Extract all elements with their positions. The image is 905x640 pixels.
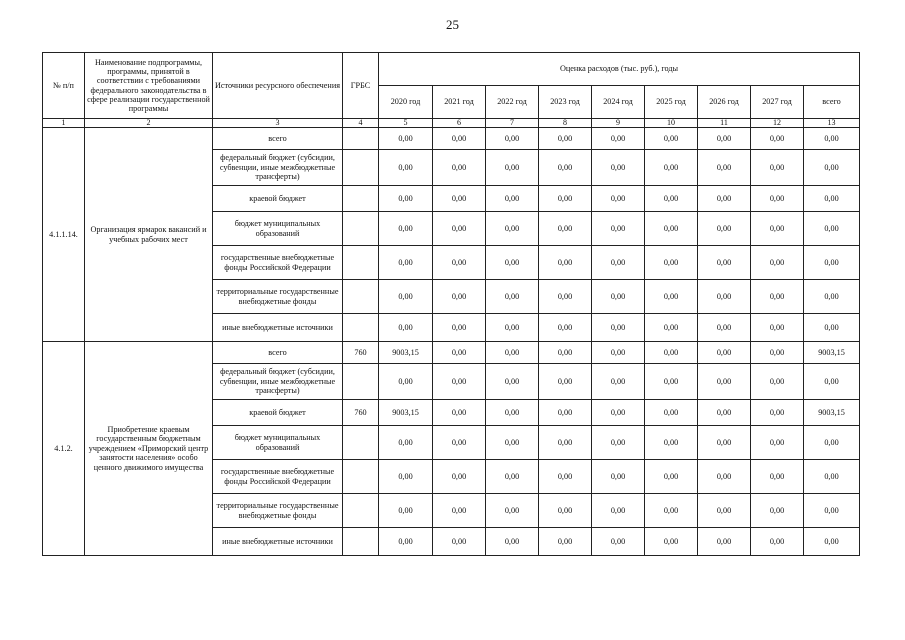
column-number: 1 — [43, 119, 85, 128]
year-value: 0,00 — [433, 128, 486, 150]
grbs-code: 760 — [343, 342, 379, 364]
year-value: 9003,15 — [379, 342, 433, 364]
budget-table — [42, 52, 860, 556]
page-number: 25 — [446, 17, 459, 32]
year-value: 0,00 — [433, 186, 486, 212]
year-value: 0,00 — [486, 128, 539, 150]
funding-source: краевой бюджет — [213, 400, 343, 426]
year-value: 0,00 — [433, 460, 486, 494]
year-value: 0,00 — [751, 400, 804, 426]
year-value: 0,00 — [379, 280, 433, 314]
year-value: 0,00 — [592, 400, 645, 426]
column-number: 2 — [85, 119, 213, 128]
column-number: 6 — [433, 119, 486, 128]
year-value: 0,00 — [751, 186, 804, 212]
year-value: 0,00 — [486, 528, 539, 556]
year-value: 0,00 — [592, 186, 645, 212]
grbs-code — [343, 460, 379, 494]
year-value: 0,00 — [486, 280, 539, 314]
header-year: 2025 год — [645, 86, 698, 119]
year-value: 0,00 — [698, 150, 751, 186]
total-value: 0,00 — [804, 494, 860, 528]
year-value: 0,00 — [645, 246, 698, 280]
section-name: Организация ярмарок вакансий и учебных рабочих мест — [85, 128, 213, 342]
section-name: Приобретение краевым государственным бюджетным учреждением «Приморский центр занятости населения» особо ценного движимого имущества — [85, 342, 213, 556]
funding-source: бюджет муниципальных образований — [213, 212, 343, 246]
table-row — [43, 342, 860, 364]
year-value: 0,00 — [698, 186, 751, 212]
year-value: 0,00 — [433, 426, 486, 460]
total-value: 0,00 — [804, 280, 860, 314]
year-value: 0,00 — [433, 314, 486, 342]
year-value: 0,00 — [486, 426, 539, 460]
funding-source: государственные внебюджетные фонды Российской Федерации — [213, 246, 343, 280]
year-value: 0,00 — [379, 314, 433, 342]
year-value: 0,00 — [433, 280, 486, 314]
header-grbs: ГРБС — [343, 53, 379, 119]
year-value: 0,00 — [645, 400, 698, 426]
column-number: 7 — [486, 119, 539, 128]
year-value: 0,00 — [751, 128, 804, 150]
year-value: 0,00 — [539, 314, 592, 342]
year-value: 0,00 — [539, 400, 592, 426]
column-number: 11 — [698, 119, 751, 128]
funding-source: краевой бюджет — [213, 186, 343, 212]
year-value: 0,00 — [592, 280, 645, 314]
year-value: 0,00 — [539, 364, 592, 400]
year-value: 0,00 — [433, 364, 486, 400]
total-value: 0,00 — [804, 128, 860, 150]
year-value: 0,00 — [486, 246, 539, 280]
year-value: 0,00 — [433, 150, 486, 186]
total-value: 9003,15 — [804, 400, 860, 426]
year-value: 0,00 — [592, 314, 645, 342]
year-value: 0,00 — [592, 128, 645, 150]
funding-source: всего — [213, 128, 343, 150]
year-value: 0,00 — [539, 528, 592, 556]
year-value: 0,00 — [645, 342, 698, 364]
funding-source: территориальные государственные внебюджетные фонды — [213, 494, 343, 528]
total-value: 0,00 — [804, 150, 860, 186]
year-value: 0,00 — [539, 212, 592, 246]
year-value: 0,00 — [486, 212, 539, 246]
year-value: 0,00 — [592, 342, 645, 364]
funding-source: федеральный бюджет (субсидии, субвенции, иные межбюджетные трансферты) — [213, 364, 343, 400]
header-year: 2026 год — [698, 86, 751, 119]
year-value: 0,00 — [379, 364, 433, 400]
total-value: 0,00 — [804, 246, 860, 280]
column-number: 10 — [645, 119, 698, 128]
grbs-code — [343, 364, 379, 400]
year-value: 0,00 — [539, 280, 592, 314]
year-value: 0,00 — [486, 314, 539, 342]
total-value: 0,00 — [804, 426, 860, 460]
year-value: 0,00 — [751, 460, 804, 494]
year-value: 0,00 — [379, 528, 433, 556]
year-value: 0,00 — [751, 342, 804, 364]
header-estimate: Оценка расходов (тыс. руб.), годы — [379, 53, 860, 86]
year-value: 0,00 — [592, 528, 645, 556]
year-value: 0,00 — [751, 212, 804, 246]
year-value: 0,00 — [698, 528, 751, 556]
year-value: 0,00 — [539, 342, 592, 364]
header-year: 2027 год — [751, 86, 804, 119]
year-value: 0,00 — [698, 460, 751, 494]
funding-source: всего — [213, 342, 343, 364]
year-value: 0,00 — [433, 246, 486, 280]
section-number: 4.1.1.14. — [43, 128, 85, 342]
year-value: 0,00 — [379, 186, 433, 212]
year-value: 0,00 — [751, 150, 804, 186]
year-value: 0,00 — [751, 426, 804, 460]
year-value: 0,00 — [645, 212, 698, 246]
year-value: 0,00 — [751, 280, 804, 314]
year-value: 0,00 — [379, 494, 433, 528]
header-year: 2022 год — [486, 86, 539, 119]
year-value: 0,00 — [379, 426, 433, 460]
year-value: 0,00 — [433, 212, 486, 246]
year-value: 0,00 — [698, 400, 751, 426]
year-value: 0,00 — [645, 460, 698, 494]
year-value: 0,00 — [486, 186, 539, 212]
funding-source: бюджет муниципальных образований — [213, 426, 343, 460]
year-value: 0,00 — [698, 494, 751, 528]
year-value: 0,00 — [592, 150, 645, 186]
year-value: 0,00 — [592, 246, 645, 280]
header-sources: Источники ресурсного обеспечения — [213, 53, 343, 119]
column-number: 8 — [539, 119, 592, 128]
year-value: 0,00 — [539, 460, 592, 494]
year-value: 0,00 — [433, 528, 486, 556]
year-value: 0,00 — [592, 364, 645, 400]
grbs-code — [343, 314, 379, 342]
year-value: 0,00 — [539, 150, 592, 186]
year-value: 0,00 — [751, 314, 804, 342]
year-value: 0,00 — [698, 280, 751, 314]
header-year: всего — [804, 86, 860, 119]
year-value: 0,00 — [751, 528, 804, 556]
year-value: 0,00 — [433, 342, 486, 364]
total-value: 0,00 — [804, 212, 860, 246]
total-value: 0,00 — [804, 528, 860, 556]
year-value: 0,00 — [698, 364, 751, 400]
column-number: 5 — [379, 119, 433, 128]
year-value: 0,00 — [645, 528, 698, 556]
year-value: 0,00 — [539, 494, 592, 528]
year-value: 0,00 — [539, 128, 592, 150]
funding-source: иные внебюджетные источники — [213, 528, 343, 556]
year-value: 0,00 — [486, 460, 539, 494]
year-value: 0,00 — [379, 246, 433, 280]
year-value: 0,00 — [486, 364, 539, 400]
funding-source: государственные внебюджетные фонды Российской Федерации — [213, 460, 343, 494]
grbs-code — [343, 528, 379, 556]
header-year: 2021 год — [433, 86, 486, 119]
grbs-code: 760 — [343, 400, 379, 426]
total-value: 9003,15 — [804, 342, 860, 364]
year-value: 0,00 — [751, 494, 804, 528]
section-number: 4.1.2. — [43, 342, 85, 556]
year-value: 0,00 — [645, 364, 698, 400]
year-value: 0,00 — [379, 460, 433, 494]
header-year: 2023 год — [539, 86, 592, 119]
year-value: 0,00 — [379, 150, 433, 186]
header-year: 2024 год — [592, 86, 645, 119]
year-value: 0,00 — [433, 400, 486, 426]
total-value: 0,00 — [804, 186, 860, 212]
year-value: 0,00 — [698, 314, 751, 342]
column-number: 13 — [804, 119, 860, 128]
year-value: 0,00 — [592, 212, 645, 246]
year-value: 0,00 — [751, 246, 804, 280]
year-value: 0,00 — [486, 494, 539, 528]
funding-source: территориальные государственные внебюджетные фонды — [213, 280, 343, 314]
total-value: 0,00 — [804, 314, 860, 342]
header-num: № п/п — [43, 53, 85, 119]
year-value: 0,00 — [486, 150, 539, 186]
year-value: 0,00 — [698, 246, 751, 280]
grbs-code — [343, 212, 379, 246]
total-value: 0,00 — [804, 460, 860, 494]
column-number: 3 — [213, 119, 343, 128]
year-value: 0,00 — [645, 150, 698, 186]
grbs-code — [343, 494, 379, 528]
year-value: 0,00 — [379, 128, 433, 150]
year-value: 0,00 — [698, 128, 751, 150]
year-value: 0,00 — [645, 186, 698, 212]
year-value: 0,00 — [486, 400, 539, 426]
funding-source: иные внебюджетные источники — [213, 314, 343, 342]
year-value: 0,00 — [645, 494, 698, 528]
header-year: 2020 год — [379, 86, 433, 119]
year-value: 9003,15 — [379, 400, 433, 426]
year-value: 0,00 — [539, 246, 592, 280]
year-value: 0,00 — [592, 460, 645, 494]
year-value: 0,00 — [698, 212, 751, 246]
year-value: 0,00 — [751, 364, 804, 400]
total-value: 0,00 — [804, 364, 860, 400]
year-value: 0,00 — [645, 128, 698, 150]
grbs-code — [343, 128, 379, 150]
grbs-code — [343, 150, 379, 186]
column-number: 9 — [592, 119, 645, 128]
grbs-code — [343, 186, 379, 212]
year-value: 0,00 — [592, 426, 645, 460]
column-number: 12 — [751, 119, 804, 128]
year-value: 0,00 — [539, 186, 592, 212]
grbs-code — [343, 280, 379, 314]
column-number: 4 — [343, 119, 379, 128]
year-value: 0,00 — [645, 280, 698, 314]
year-value: 0,00 — [486, 342, 539, 364]
grbs-code — [343, 426, 379, 460]
year-value: 0,00 — [698, 342, 751, 364]
year-value: 0,00 — [645, 426, 698, 460]
year-value: 0,00 — [539, 426, 592, 460]
year-value: 0,00 — [592, 494, 645, 528]
table-row — [43, 128, 860, 150]
year-value: 0,00 — [698, 426, 751, 460]
year-value: 0,00 — [379, 212, 433, 246]
year-value: 0,00 — [645, 314, 698, 342]
header-name: Наименование подпрограммы, программы, принятой в соответствии с требованиями федерального законодательства в сфере реализации государственной программы — [85, 53, 213, 119]
grbs-code — [343, 246, 379, 280]
funding-source: федеральный бюджет (субсидии, субвенции, иные межбюджетные трансферты) — [213, 150, 343, 186]
year-value: 0,00 — [433, 494, 486, 528]
